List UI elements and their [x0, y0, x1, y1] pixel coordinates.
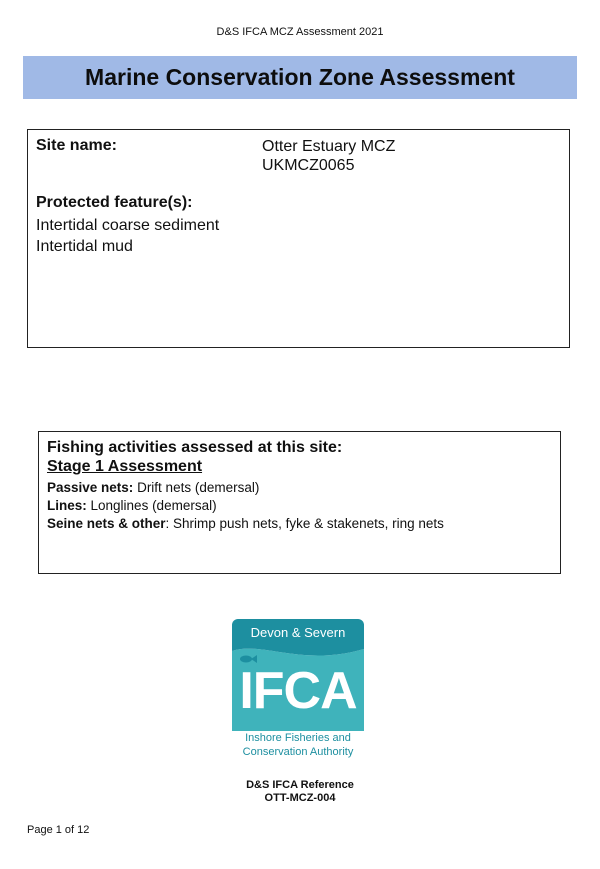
reference-label: D&S IFCA Reference: [246, 779, 354, 791]
page-title: Marine Conservation Zone Assessment: [85, 64, 515, 90]
site-name-label: Site name:: [36, 137, 117, 154]
fishing-activities-box: [38, 431, 561, 574]
site-name-values: [262, 137, 395, 175]
protected-features-label: Protected feature(s):: [36, 194, 193, 211]
feature-item: Intertidal coarse sediment: [36, 217, 220, 234]
logo-main-text: IFCA: [239, 662, 357, 720]
activity-label: Seine nets & other: [47, 516, 166, 531]
reference-code: OTT-MCZ-004: [264, 792, 336, 804]
site-name: Otter Estuary MCZ: [262, 138, 396, 155]
running-header: D&S IFCA MCZ Assessment 2021: [216, 26, 384, 38]
site-code: UKMCZ0065: [262, 157, 355, 174]
logo-subtitle-line: Conservation Authority: [242, 746, 354, 758]
site-info-box: [27, 129, 570, 348]
fishing-activities-heading: Fishing activities assessed at this site:: [47, 439, 343, 456]
activity-item: [47, 497, 444, 515]
logo-subtitle-line: Inshore Fisheries and: [245, 732, 351, 744]
reference-block: [0, 779, 600, 805]
activity-label: Lines:: [47, 498, 87, 513]
stage-heading: Stage 1 Assessment: [47, 458, 203, 475]
ifca-logo: [232, 619, 364, 765]
activity-list: [47, 479, 444, 533]
feature-item: Intertidal mud: [36, 238, 133, 255]
protected-features-list: [36, 215, 219, 257]
activity-item: [47, 479, 444, 497]
page-number: Page 1 of 12: [27, 824, 90, 836]
logo-subtitle: [232, 731, 364, 759]
logo-top-text: Devon & Severn: [232, 619, 364, 647]
activity-value: Longlines (demersal): [86, 498, 217, 513]
activity-value: Drift nets (demersal): [133, 480, 260, 495]
title-band: [23, 56, 577, 99]
activity-item: [47, 515, 444, 533]
activity-value: : Shrimp push nets, fyke & stakenets, ring nets: [165, 516, 444, 531]
activity-label: Passive nets:: [47, 480, 134, 495]
